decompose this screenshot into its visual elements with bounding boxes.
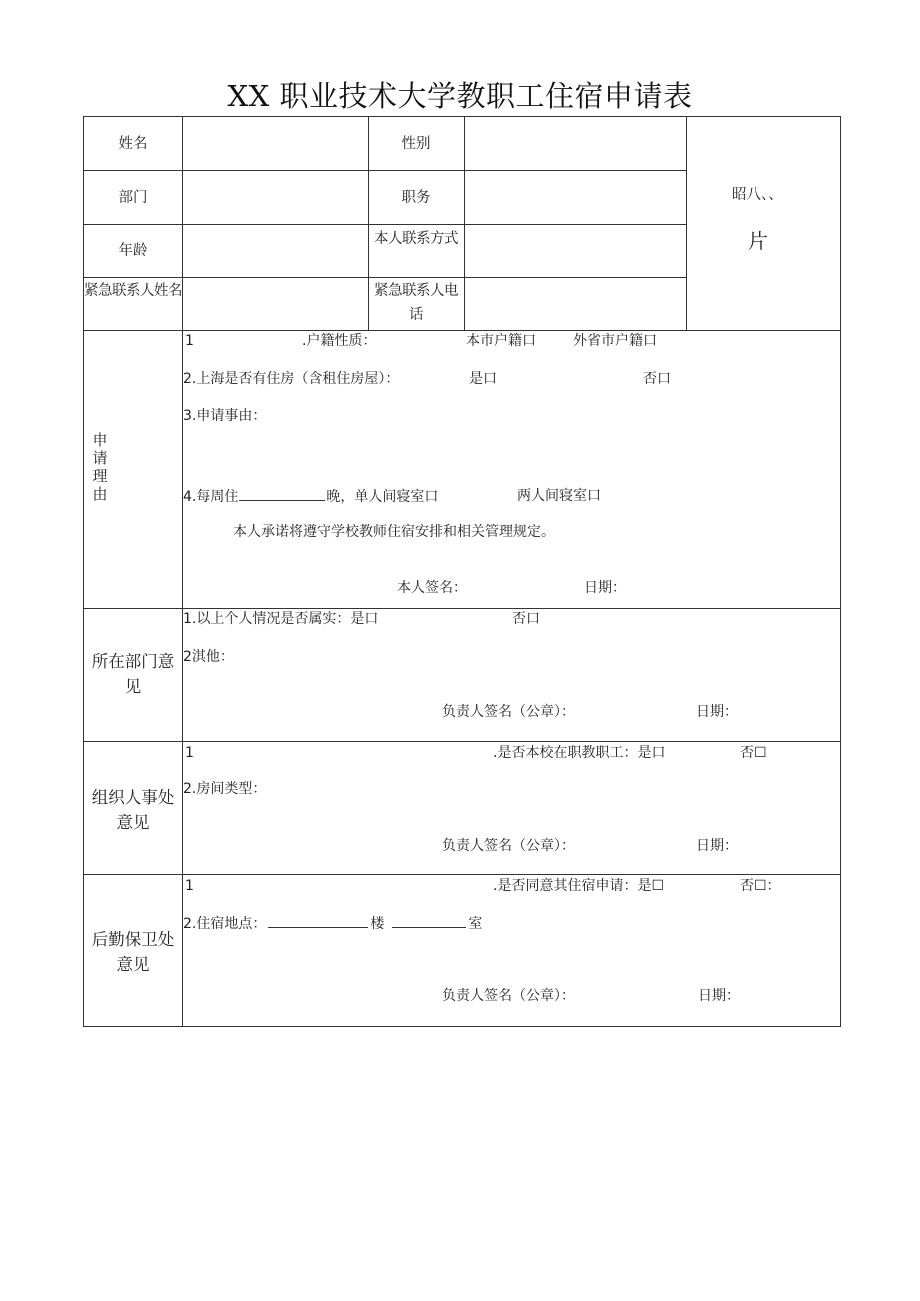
name-field[interactable]: [183, 117, 368, 170]
dept-item2-number: 2: [183, 649, 192, 665]
room-unit-label: 室: [468, 916, 483, 932]
reason-section-label: 申 请 理 由: [92, 431, 108, 503]
form-title: XX 职业技术大学教职工住宿申请表: [227, 79, 693, 113]
double-room-option[interactable]: 两人间寝室口: [517, 488, 601, 504]
applicant-date-label: 日期：: [584, 580, 626, 596]
housing-yes-option[interactable]: 是口: [469, 371, 497, 387]
hr-section-label: 组织人事处意见: [91, 788, 175, 832]
logistics-section-label: 后勤保卫处意见: [91, 930, 175, 974]
hr-item2: [183, 779, 266, 799]
building-unit-label: 楼: [370, 916, 385, 932]
section-divider-reason: [84, 330, 840, 331]
reason-item4-number: 4.: [183, 489, 197, 505]
department-label: 部门: [118, 190, 148, 206]
logistics-approve-yes-option[interactable]: .是否同意其住宿申请：是☐: [493, 878, 665, 894]
age-field[interactable]: [183, 225, 368, 277]
position-label: 职务: [401, 190, 431, 206]
reason-item1-number: 1: [185, 333, 194, 349]
dept-verified-no-option[interactable]: 否口: [512, 611, 540, 627]
logistics-item2-number: 2.: [183, 916, 197, 932]
hr-signature-label: 负责人签名（公章）：: [442, 838, 575, 854]
household-nonlocal-option[interactable]: 外省市户籍口: [573, 333, 657, 349]
reason-item4: [183, 486, 438, 507]
hr-room-type-label: 房间类型：: [196, 781, 267, 797]
reason-text-area[interactable]: [194, 429, 834, 484]
promise-statement: 本人承诺将遵守学校教师住宿安排和相关管理规定。: [233, 524, 555, 540]
hr-date-label: 日期：: [696, 838, 738, 854]
section-divider-hr: [84, 741, 840, 742]
hr-staff-yes-option[interactable]: .是否本校在职教职工：是口: [493, 745, 666, 761]
logistics-signature-label: 负责人签名（公章）：: [442, 988, 575, 1004]
department-field[interactable]: [183, 171, 368, 224]
room-blank[interactable]: [392, 913, 466, 928]
dept-item2-text: 淇他：: [191, 649, 234, 665]
logistics-item2: [183, 913, 482, 934]
section-divider-logistics: [84, 874, 840, 875]
dept-signature-label: 负责人签名（公章）：: [442, 704, 575, 720]
emergency-contact-name-label: 紧急联系人姓名: [84, 283, 182, 299]
reason-item1-text: .户籍性质：: [302, 333, 377, 349]
household-local-option[interactable]: 本市户籍口: [466, 333, 536, 349]
contact-label: 本人联系方式: [374, 231, 458, 247]
logistics-date-label: 日期：: [698, 988, 740, 1004]
reason-item3: [183, 406, 266, 426]
dept-item1: [183, 609, 378, 629]
age-label: 年龄: [118, 243, 148, 259]
photo-label-line1: 昭八、、: [732, 187, 783, 203]
dept-section-label: 所在部门意见: [91, 652, 175, 696]
logistics-item1-number: 1: [185, 878, 194, 894]
building-blank[interactable]: [268, 913, 368, 928]
reason-item2-number: 2.: [183, 371, 197, 387]
logistics-approve-no-option[interactable]: 否☐：: [740, 878, 781, 894]
reason-item3-text: 申请事由：: [196, 408, 267, 424]
emergency-contact-phone-label: 紧急联系人电话: [374, 283, 458, 323]
photo-divider: [686, 117, 687, 330]
application-form-table: [83, 116, 841, 1027]
hr-item1-number: 1: [185, 745, 194, 761]
photo-label-line2: 片: [748, 229, 768, 253]
gender-field[interactable]: [465, 117, 686, 170]
contact-field[interactable]: [465, 225, 686, 277]
reason-item2: [183, 369, 399, 389]
hr-staff-no-option[interactable]: 否☐: [740, 745, 767, 761]
dept-item2: [183, 647, 234, 667]
housing-no-option[interactable]: 否口: [643, 371, 671, 387]
reason-item2-text: 上海是否有住房（含租住房屋）：: [196, 371, 400, 387]
logistics-location-label: 住宿地点：: [196, 916, 267, 932]
hr-item2-number: 2.: [183, 781, 197, 797]
nights-per-week-blank[interactable]: [239, 486, 325, 501]
emergency-contact-name-field[interactable]: [183, 278, 368, 330]
single-room-option[interactable]: 晚，单人间寝室口: [326, 489, 439, 505]
reason-item3-number: 3.: [183, 408, 197, 424]
name-label: 姓名: [118, 136, 148, 152]
dept-item1-number: 1.: [183, 611, 197, 627]
reason-item4-prefix: 每周住: [196, 489, 239, 505]
position-field[interactable]: [465, 171, 686, 224]
dept-verified-yes-option[interactable]: 以上个人情况是否属实：是口: [196, 611, 379, 627]
applicant-signature-label: 本人签名：: [397, 580, 467, 596]
gender-label: 性别: [401, 136, 431, 152]
emergency-contact-phone-field[interactable]: [465, 278, 686, 330]
dept-date-label: 日期：: [696, 704, 738, 720]
